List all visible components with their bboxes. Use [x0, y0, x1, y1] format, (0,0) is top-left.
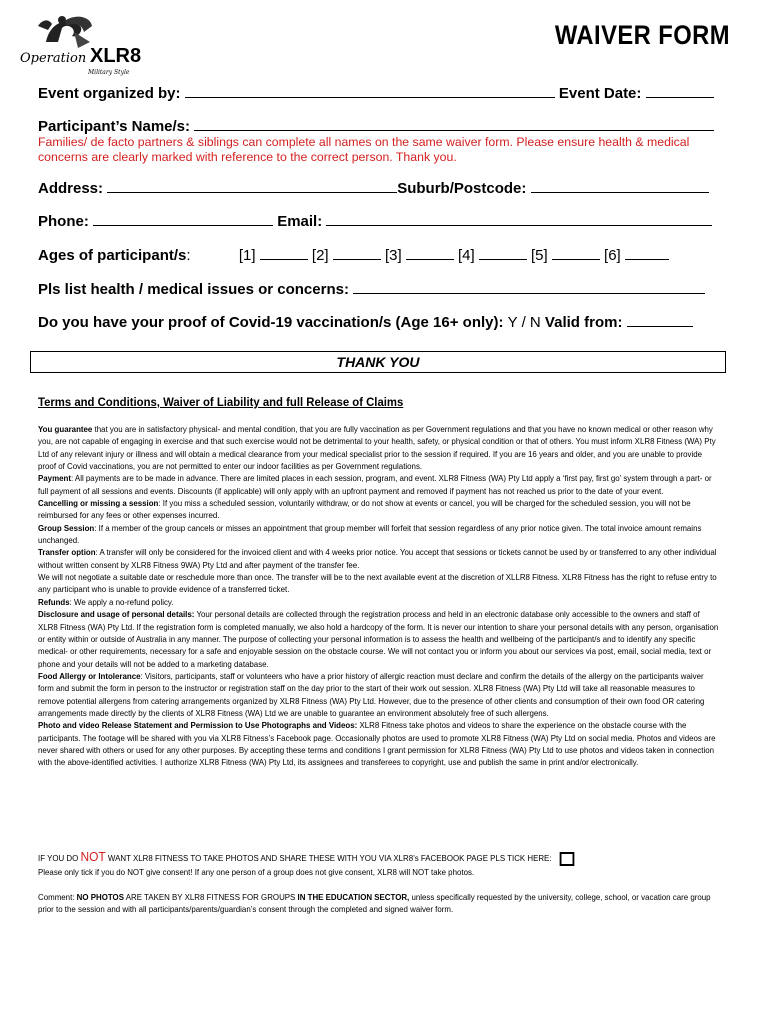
terms-paragraph-text: : All payments are to be made in advance. There are limited places in each session, program, and event. XLR8 Fitness (WA) Pty Ltd apply a ‘first pay, first go’ system through a part- or full payment of all sessions and events. Discounts (if applicable) will only apply with an upfront payment and removed if payment has not reached us prior to the date of your event.: [38, 473, 712, 496]
participant-names-label: Participant’s Name/s:: [38, 118, 190, 135]
thank-you-banner: THANK YOU: [30, 351, 726, 373]
logo-subtitle: Military Style: [88, 69, 130, 76]
optout-not: NOT: [80, 849, 106, 864]
terms-paragraph: [38, 472, 721, 497]
valid-from-field[interactable]: [627, 314, 693, 327]
age-field-4[interactable]: [479, 247, 527, 260]
covid-yn[interactable]: Y / N: [507, 314, 541, 331]
terms-paragraph: [38, 608, 721, 670]
optout-note: Please only tick if you do NOT give consent! If any one person of a group does not give consent, XLR8 will NOT take photos.: [38, 866, 475, 877]
ages-row: [38, 247, 720, 264]
age-field-5[interactable]: [552, 247, 600, 260]
phone-label: Phone:: [38, 213, 89, 230]
age-field-6[interactable]: [625, 247, 669, 260]
terms-paragraph: [38, 546, 721, 571]
email-field[interactable]: [326, 213, 712, 226]
terms-paragraph-text: : We apply a no-refund policy.: [69, 596, 174, 607]
xlr8-logo: [18, 12, 160, 78]
address-label: Address:: [38, 180, 104, 197]
terms-paragraph-label: Refunds: [38, 596, 70, 607]
terms-paragraph-label: Food Allergy or Intolerance: [38, 670, 141, 681]
terms-paragraph-text: Your personal details are collected through the registration process and held in an electronic database only accessible to the owners and staff of XLR8 Fitness (WA) Pty Ltd. If the registration form is completed manually, we also hold a hardcopy of the form. It is never our intention to share your personal details with any person, organisation or entity within or outside of Australia in any manner. The purpose of collecting your personal information is to assess the health and wellbeing of the participant/s and to identify any specific medical- or other requirements, necessary for a safe and enjoyable session on the obstacle course. We will not contact you or inform you about our services via post, email, social media, text or phone and your details will not be added to a marketing database.: [38, 609, 719, 669]
event-date-label: Event Date:: [558, 85, 642, 102]
health-row: [38, 281, 720, 298]
phone-field[interactable]: [93, 213, 273, 226]
ages-colon: :: [186, 247, 191, 264]
terms-paragraph-text: We will not negotiate a suitable date or reschedule more than once. The transfer will be to the next available event at the discretion of XLLR8 Fitness. XLR8 Fitness has the right to refuse entry to any participant who is unable to provide evidence of a transferred ticket.: [38, 572, 717, 595]
page-title: WAIVER FORM: [554, 20, 730, 50]
age-field-3[interactable]: [406, 247, 454, 260]
terms-paragraph-label: Payment: [38, 473, 71, 484]
terms-paragraph: [38, 596, 721, 608]
logo-word-operation: Operation: [20, 51, 87, 66]
comment-post: unless specifically requested by the university, college, school, or vacation care group prior to the session and with all participants/parents/guardian’s consent through the completed and signed waiver form.: [38, 892, 711, 915]
event-organized-label: Event organized by:: [38, 85, 181, 102]
comment-pre: Comment:: [38, 892, 77, 902]
terms-paragraph-text: : A transfer will only be considered for the invoiced client and with 4 weeks prior notice. You accept that sessions or tickets cannot be used by or transferred to any other individual without written consent by XLR8 Fitness 9WA) Pty Ltd and after payment of the transfer fee.: [38, 547, 717, 570]
terms-paragraph-text: XLR8 Fitness take photos and videos to share the experience on the obstacle course with the participants. The footage will be shared with you via XLR8 Fitness’s Facebook page. Occasionally photos are used to promote XLR8 Fitness (WA) Pty Ltd on social media. Photos and videos are never shared with others or used for any other purposes. By accepting these terms and conditions I grant permission for XLR8 Fitness (WA) Pty Ltd to use photos and videos taken in connection with the above-identified activities. I authorize XLR8 Fitness (WA) Pty Ltd, its assignees and transferees to copyright, use and publish the same in print and/or electronically.: [38, 720, 716, 768]
comment-bold-1: NO PHOTOS: [76, 892, 124, 902]
age-slot-5: [5]: [531, 247, 548, 264]
comment-mid: ARE TAKEN BY XLR8 FITNESS FOR GROUPS: [123, 892, 298, 902]
event-row: [38, 85, 720, 102]
age-slot-4: [4]: [457, 247, 475, 264]
terms-paragraph: [38, 571, 721, 596]
comment-bold-2: IN THE EDUCATION SECTOR,: [297, 892, 410, 902]
terms-paragraph-label: Transfer option: [38, 547, 96, 558]
address-field[interactable]: [107, 180, 397, 193]
photo-optout: [38, 851, 719, 878]
event-date-field[interactable]: [646, 85, 714, 98]
age-field-1[interactable]: [260, 247, 308, 260]
age-slot-1: [1]: [238, 247, 256, 264]
email-label: Email:: [277, 213, 323, 230]
logo-word-xlr8: XLR8: [90, 45, 142, 67]
event-organized-field[interactable]: [185, 85, 555, 98]
age-slot-2: [2]: [311, 247, 329, 264]
terms-heading: Terms and Conditions, Waiver of Liability and full Release of Claims: [38, 395, 404, 409]
logo-graphic: [18, 12, 160, 78]
optout-post: WANT XLR8 FITNESS TO TAKE PHOTOS AND SHARE THESE WITH YOU VIA XLR8’s FACEBOOK PAGE PLS TICK HERE:: [105, 853, 552, 863]
address-row: [38, 180, 720, 197]
terms-paragraph: [38, 497, 721, 522]
comment: [38, 891, 719, 916]
photo-optout-checkbox[interactable]: [559, 852, 574, 866]
terms-paragraph: [38, 423, 721, 472]
terms-body: [38, 423, 721, 769]
terms-paragraph: [38, 670, 721, 719]
suburb-field[interactable]: [531, 180, 709, 193]
terms-paragraph: [38, 522, 721, 547]
suburb-label: Suburb/Postcode:: [397, 180, 527, 197]
terms-paragraph-label: You guarantee: [38, 424, 93, 434]
health-label: Pls list health / medical issues or concerns:: [38, 281, 349, 298]
terms-paragraph-text: : Visitors, participants, staff or volunteers who have a prior history of allergic reaction must declare and confirm the details of the allergy on the participants waiver form and submit the form in person to the instructor or registration staff on the day prior to the start of their work out session. XLR8 Fitness (WA) Pty Ltd will take all reasonable measures to remove potential allergens from catering arrangements organized by XLR8 Fitness (WA) Pty Ltd. However, due to the presence of other clients and consumption of their own food OR catering arrangements made directly by the clients of XLR8 Fitness (WA) Ltd we are unable to guarantee an environment absolutely free of such allergens.: [38, 670, 705, 718]
age-field-2[interactable]: [333, 247, 381, 260]
age-slot-3: [3]: [384, 247, 402, 264]
terms-paragraph-label: Cancelling or missing a session: [38, 498, 159, 509]
participant-names-field[interactable]: [194, 118, 714, 131]
optout-pre: IF YOU DO: [38, 853, 81, 863]
ages-label: Ages of participant/s: [38, 247, 187, 264]
terms-paragraph-label: Group Session: [38, 522, 95, 533]
valid-from-label: Valid from:: [544, 314, 623, 331]
phone-row: [38, 213, 720, 230]
terms-paragraph-label: Disclosure and usage of personal details:: [38, 609, 195, 620]
terms-paragraph-text: that you are in satisfactory physical- and mental condition, that you are fully vaccination as per Government regulations and that you have no known medical or other reason why you, are not capable of engaging in exercise and that such exercise would not be detrimental to your health, safety, or physical condition or that of others. You must inform XLR8 Fitness (WA) Pty Ltd of any relevant injury or illness and will obtain a medical clearance from your medical specialist prior to the session if required. If you are 16 years and older, and you are unable to provide proof of Covid vaccinations, you are not permitted to enter our indoor facilities as per Government regulations.: [38, 424, 716, 472]
covid-label: Do you have your proof of Covid-19 vaccination/s (Age 16+ only):: [38, 314, 504, 331]
health-field[interactable]: [353, 281, 705, 294]
terms-paragraph-label: Photo and video Release Statement and Permission to Use Photographs and Videos:: [38, 720, 358, 731]
covid-row: [38, 314, 720, 331]
age-slot-6: [6]: [604, 247, 621, 264]
participant-row: [38, 118, 720, 135]
terms-paragraph-text: : If a member of the group cancels or misses an appointment that group member will forfeit that session regardless of any prior notice given. The total invoice amount remains unchanged.: [38, 522, 702, 546]
terms-paragraph-text: : If you miss a scheduled session, voluntarily withdraw, or do not show at events or cancel, you will be charged for the scheduled session, you will not be reimbursed for any fees or other expenses incurred.: [38, 498, 691, 521]
terms-paragraph: [38, 719, 721, 768]
family-note: Families/ de facto partners & siblings can complete all names on the same waiver form. Please ensure health & medical concerns are clearly marked with reference to the correct person. Thank you.: [38, 135, 690, 164]
